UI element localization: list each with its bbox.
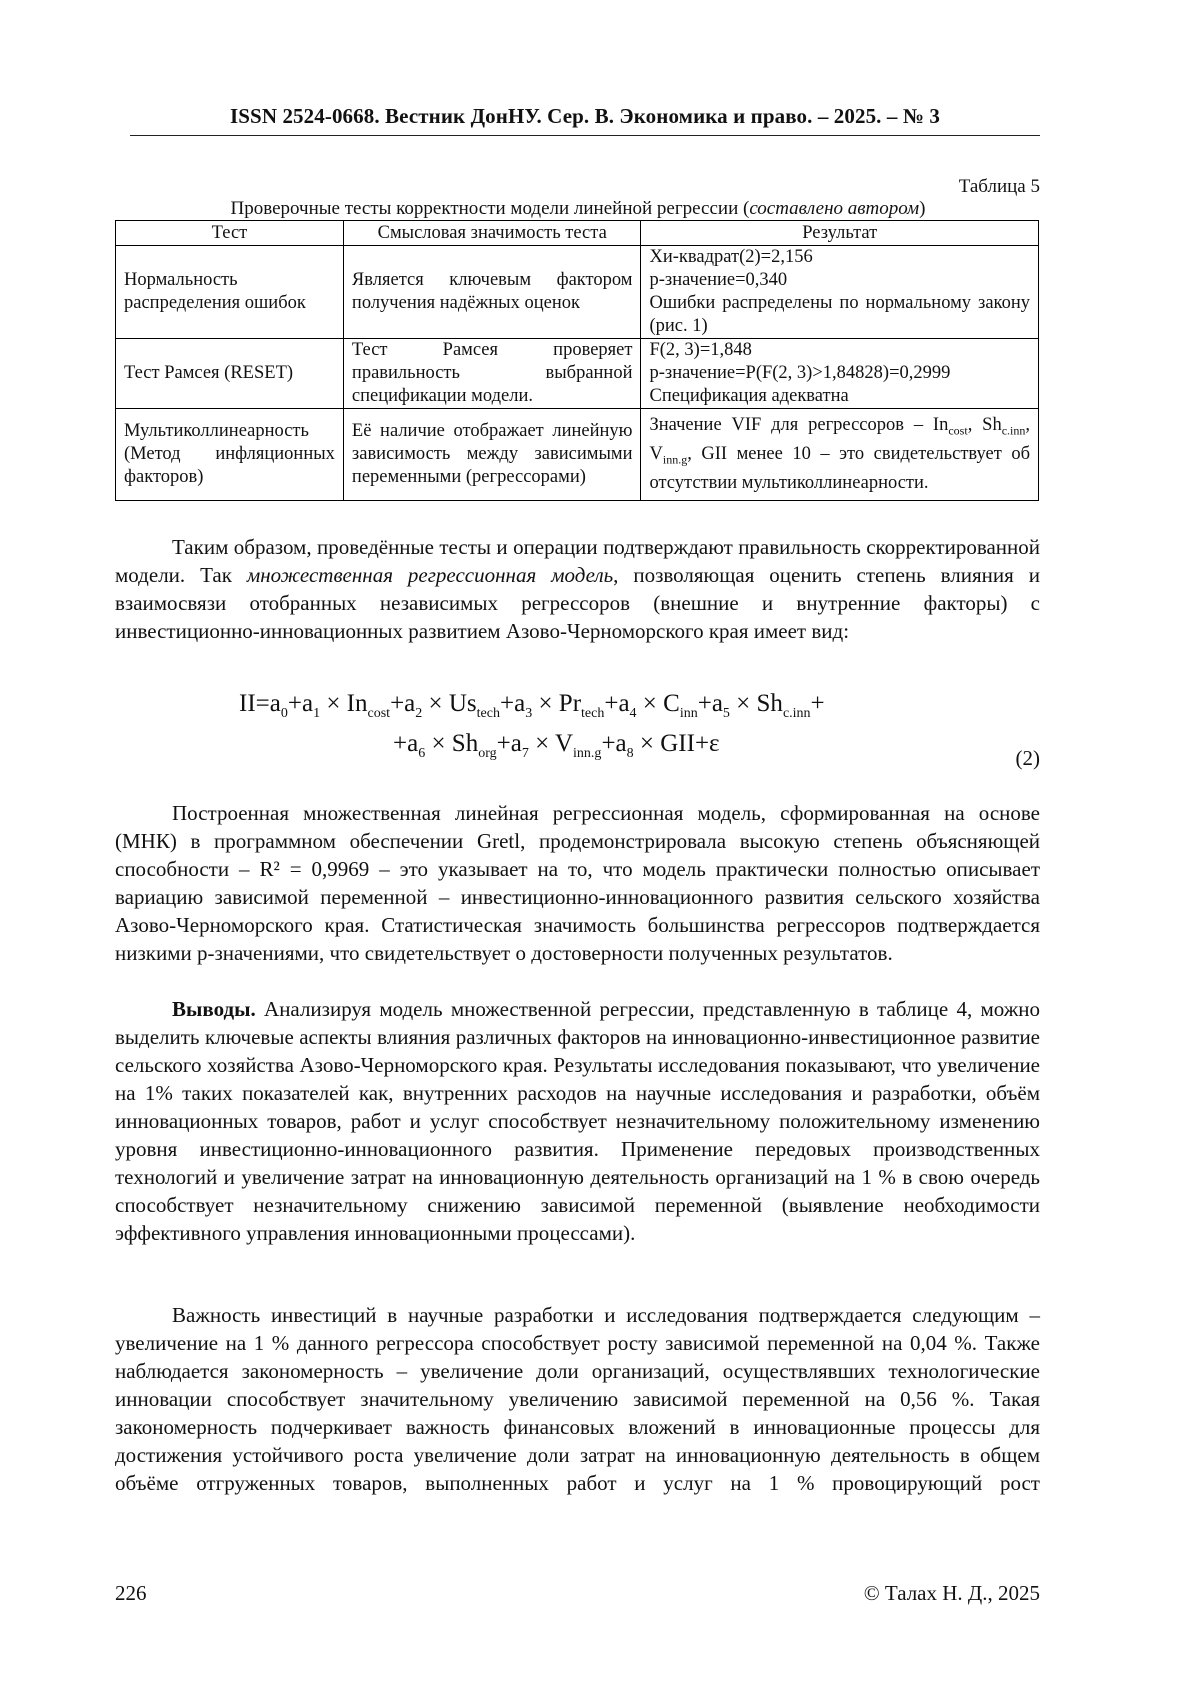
paragraph-model-result (115, 799, 1040, 967)
result-line: p-значение=P(F(2, 3)>1,84828)=0,2999 (649, 363, 951, 383)
table-row (116, 246, 1039, 339)
para3-text: Анализируя модель множественной регрессии, представленную в таблице 4, можно выделить ключевые аспекты влияния различных факторов на инновационно-инвестиционное развитие сельского хозяйства Азово-Черноморского края. Результаты исследования показывают, что увеличение на 1% таких показателей как, внутренних расходов на научные исследования и разработки, объём инновационных товаров, работ и услуг способствует незначительному положительному изменению уровня инвестиционно-инновационного развития. Применение передовых производственных технологий и увеличение затрат на инновационную деятельность организаций на 1 % в свою очередь способствует незначительному снижению зависимой переменной (выявление необходимости эффективного управления инновационными процессами). (115, 997, 1040, 1245)
cell-result (641, 246, 1039, 339)
formula-term: × Us (422, 690, 477, 717)
formula-term: +a (287, 690, 314, 717)
caption-end: ) (919, 198, 926, 219)
result-line: Ошибки распределены по нормальному закону (рис. 1) (649, 293, 1030, 336)
formula-term: +a (601, 730, 627, 757)
result-line: Спецификация адекватна (649, 386, 849, 406)
conclusions-heading: Выводы. (172, 997, 256, 1021)
para2-text: Построенная множественная линейная регрессионная модель, сформированная на основе (МНК) в программном обеспечении Gretl, продемонстрировала высокую степень объясняющей способности – R² = 0,9969 – это указывает на то, что модель практически полностью описывает вариацию зависимой переменной – инвестиционно-инновационного развития сельского хозяйства Азово-Черноморского края. Статистическая значимость большинства регрессоров подтверждается низкими p-значениями, что свидетельствует о достоверности полученных результатов. (115, 801, 1040, 965)
formula-term: × C (636, 690, 680, 717)
formula-term: + (810, 690, 825, 717)
paragraph-investment (115, 1301, 1040, 1497)
formula-line-2 (393, 730, 720, 762)
formula-subscript: 0 (280, 706, 288, 721)
header-meaning: Смысловая значимость теста (343, 221, 641, 246)
formula-subscript: 7 (521, 746, 529, 761)
formula-subscript: inn.g (573, 746, 602, 761)
cell-test: Тест Рамсея (RESET) (116, 339, 344, 409)
formula-term: +a (499, 690, 526, 717)
cell-meaning: Является ключевым фактором получения надёжных оценок (343, 246, 641, 339)
para1-text-end: , позволяющая оценить степень влияния и взаимосвязи отобранных независимых регрессоров (внешние и внутренние факторы) с инвестиционно-инновационных развитием Азово-Черноморского края имеет вид: (115, 563, 1040, 643)
formula-term: × In (320, 690, 368, 717)
cell-result: Значение VIF для регрессоров – $In_{cost}$, $Sh_{c.inn}$, $V_{inn.g}$, GII менее 10 – это свидетельствует об отсутствии мультиколлинеарности. (641, 409, 1039, 501)
result-line: F(2, 3)=1,848 (649, 340, 752, 360)
formula-term: +a (390, 690, 416, 717)
formula-term: × Pr (532, 690, 582, 717)
table-row (116, 409, 1039, 501)
caption-italic: составлено автором (749, 198, 920, 219)
header-result: Результат (641, 221, 1039, 246)
cell-result (641, 339, 1039, 409)
vif-sub: c.inn (1001, 424, 1026, 438)
formula-subscript: 1 (313, 706, 321, 721)
paragraph-conclusions (115, 995, 1040, 1247)
para4-text: Важность инвестиций в научные разработки и исследования подтверждается следующим – увеличение на 1 % данного регрессора способствует росту зависимой переменной на 0,04 %. Также наблюдается закономерность – увеличение доли организаций, осуществлявших технологические инновации способствует значительному увеличению зависимой переменной на 0,56 %. Такая закономерность подчеркивает важность финансовых вложений в инновационные процессы для достижения устойчивого роста увеличение доли затрат на инновационную деятельность в общем объёме отгруженных товаров, выполненных работ и услуг на 1 % провоцирующий рост (115, 1303, 1040, 1495)
copyright: © Талах Н. Д., 2025 (863, 1581, 1040, 1605)
formula-subscript: 3 (525, 706, 533, 721)
formula-term: +a (604, 690, 630, 717)
caption-text: Проверочные тесты корректности модели линейной регрессии ( (230, 198, 750, 219)
paragraph-model-intro (115, 533, 1040, 645)
formula-term: × Sh (729, 690, 783, 717)
validation-tests-table (115, 220, 1039, 501)
page-number: 226 (115, 1581, 147, 1605)
formula-subscript: cost (367, 706, 391, 721)
regression-formula (115, 690, 1040, 780)
result-line: p-значение=0,340 (649, 270, 788, 290)
formula-term: × Sh (425, 730, 479, 757)
formula-term: +a (496, 730, 522, 757)
formula-term: × GII+ε (633, 730, 720, 757)
formula-subscript: tech (581, 706, 605, 721)
header-test: Тест (116, 221, 344, 246)
header-rule (130, 135, 1040, 136)
formula-subscript: 8 (626, 746, 634, 761)
vif-sh: Sh (982, 415, 1002, 436)
formula-term: × V (528, 730, 574, 757)
cell-test: Мультиколлинеарность (Метод инфляционных факторов) (116, 409, 344, 501)
cell-test: Нормальность распределения ошибок (116, 246, 344, 339)
formula-subscript: 6 (418, 746, 426, 761)
formula-subscript: org (478, 746, 497, 761)
equation-number: (2) (1015, 746, 1040, 770)
vif-prefix: Значение VIF для регрессоров – In (649, 415, 949, 436)
vif-sub: cost (948, 424, 968, 438)
result-line: Хи-квадрат(2)=2,156 (649, 247, 813, 267)
formula-term: +a (697, 690, 723, 717)
table-row (116, 339, 1039, 409)
cell-meaning: Тест Рамсея проверяет правильность выбранной спецификации модели. (343, 339, 641, 409)
table-header-row (116, 221, 1039, 246)
cell-meaning: Её наличие отображает линейную зависимость между зависимыми переменными (регрессорами) (343, 409, 641, 501)
formula-line-1 (239, 690, 825, 722)
formula-term: II=a (239, 690, 281, 717)
formula-subscript: 2 (415, 706, 423, 721)
para1-text: Таким образом, проведённые тесты и операции подтверждают правильность скорректированной модели. Так (115, 535, 1040, 587)
formula-subscript: 4 (629, 706, 637, 721)
running-head: ISSN 2524-0668. Вестник ДонНУ. Сер. В. Экономика и право. – 2025. – № 3 (230, 104, 940, 128)
vif-tail: GII менее 10 – это свидетельствует об отсутствии мультиколлинеарности. (649, 444, 1030, 493)
formula-subscript: c.inn (782, 706, 811, 721)
table-number: Таблица 5 (958, 176, 1040, 197)
vif-sub: inn.g (662, 452, 688, 467)
formula-subscript: tech (476, 706, 500, 721)
table-caption (116, 198, 1040, 220)
formula-term: +a (393, 730, 419, 757)
para1-italic: множественная регрессионная модель (246, 563, 614, 587)
formula-subscript: 5 (722, 706, 730, 721)
vif-v: V (649, 444, 663, 464)
formula-subscript: inn (679, 706, 698, 721)
